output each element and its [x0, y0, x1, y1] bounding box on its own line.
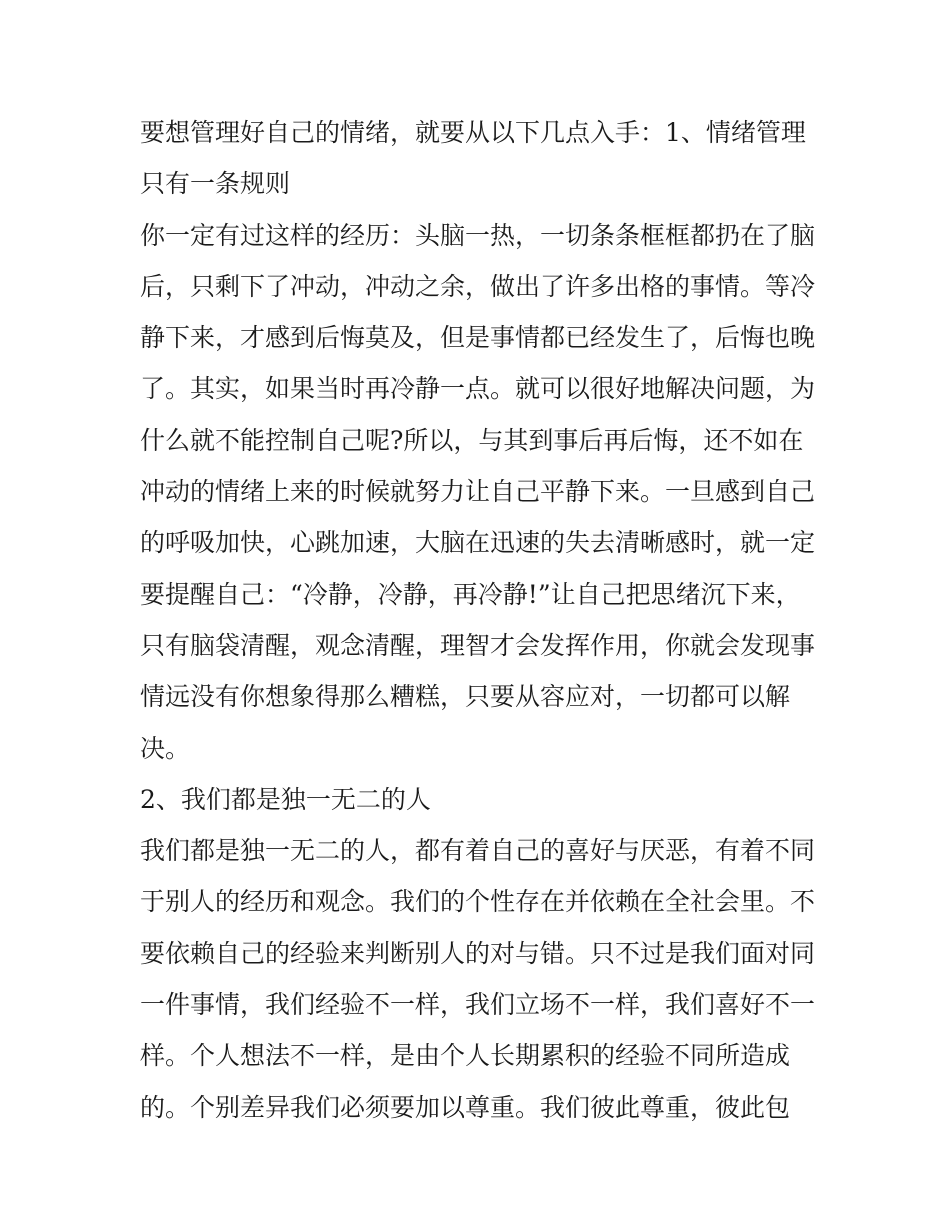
text-line: 要想管理好自己的情绪，就要从以下几点入手：1、情绪管理 [140, 118, 806, 147]
text-line: 只有脑袋清醒，观念清醒，理智才会发挥作用，你就会发现事 [140, 630, 816, 660]
text-line: 什么就不能控制自己呢?所以，与其到事后再后悔，还不如在 [140, 425, 804, 455]
text-line: 要依赖自己的经验来判断别人的对与错。只不过是我们面对同 [140, 938, 816, 968]
document-body [140, 107, 820, 1133]
text-line: 你一定有过这样的经历：头脑一热，一切条条框框都扔在了脑 [140, 220, 816, 250]
text-line: 的呼吸加快，心跳加速，大脑在迅速的失去清晰感时，就一定 [140, 528, 816, 558]
text-line: 我们都是独一无二的人，都有着自己的喜好与厌恶，有着不同 [140, 836, 816, 866]
text-line: 样。个人想法不一样，是由个人长期累积的经验不同所造成 [140, 1041, 791, 1071]
section-heading: 2、我们都是独一无二的人 [140, 784, 431, 814]
text-line: 于别人的经历和观念。我们的个性存在并依赖在全社会里。不 [140, 887, 816, 917]
text-line: 一件事情，我们经验不一样，我们立场不一样，我们喜好不一 [140, 990, 816, 1020]
text-line: 静下来，才感到后悔莫及，但是事情都已经发生了，后悔也晚 [140, 323, 816, 353]
text-line: 后，只剩下了冲动，冲动之余，做出了许多出格的事情。等冷 [140, 271, 816, 301]
text-line: 了。其实，如果当时再冷静一点。就可以很好地解决问题，为 [140, 374, 816, 404]
text-line: 要提醒自己：“冷静，冷静，再冷静!”让自己把思绪沉下来， [140, 579, 801, 609]
text-line: 情远没有你想象得那么糟糕，只要从容应对，一切都可以解 [140, 682, 791, 712]
text-line: 的。个别差异我们必须要加以尊重。我们彼此尊重，彼此包 [140, 1092, 791, 1122]
text-line: 冲动的情绪上来的时候就努力让自己平静下来。一旦感到自己 [140, 477, 816, 507]
text-line: 决。 [140, 733, 191, 763]
text-line: 只有一条规则 [140, 169, 291, 199]
